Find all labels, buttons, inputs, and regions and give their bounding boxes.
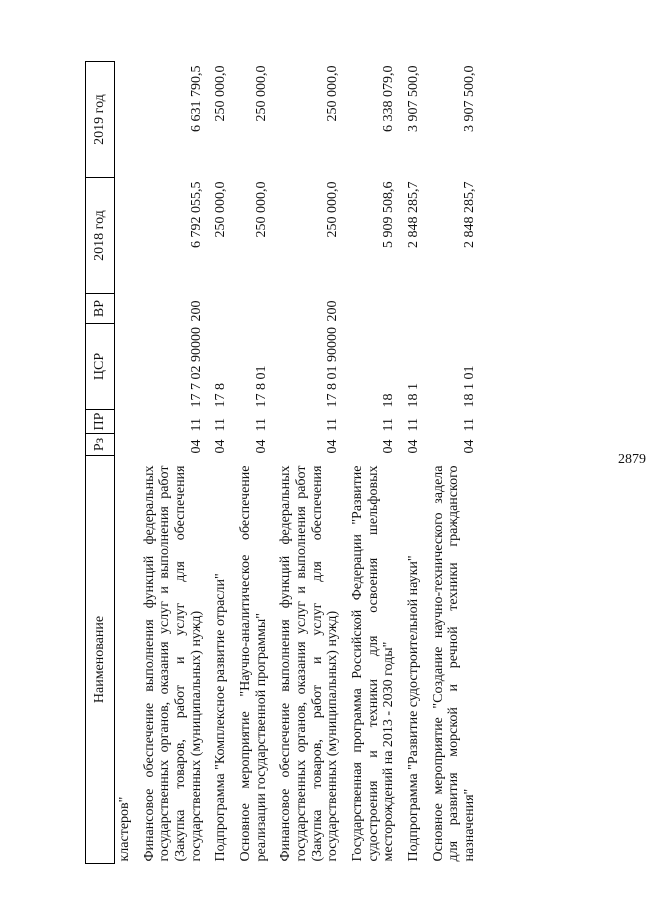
row-csr: 17 8 01 90000 (325, 327, 341, 408)
row-rz: 04 (462, 439, 478, 454)
row-pr: 11 (381, 418, 397, 432)
row-2018: 250 000,0 (253, 181, 269, 238)
row-2019: 250 000,0 (213, 65, 229, 122)
row-name: Основное мероприятие "Научно-аналитическое обеспечение реализации государственной программы" (238, 465, 269, 862)
row-csr: 17 8 (213, 383, 229, 408)
row-2018 (115, 178, 139, 294)
table-row (115, 62, 139, 864)
row-2019: 6 338 079,0 (381, 65, 397, 132)
row-csr: 17 7 02 90000 (188, 327, 204, 408)
header-row (86, 62, 115, 864)
header-2019: 2019 год (86, 62, 115, 178)
row-rz: 04 (213, 439, 229, 454)
row-csr: 18 1 (406, 383, 422, 408)
row-name: Финансовое обеспечение выполнения функций федеральных государственных органов, оказания услуг и выполнения работ (Закупка товаров, работ и услуг для обеспечения государственных (муниципальных) нужд) (141, 465, 204, 862)
header-vr: ВР (86, 294, 115, 324)
table-row (428, 62, 484, 864)
row-vr (210, 294, 235, 324)
row-name: Государственная программа Российской Федерации "Развитие судостроения и техники для освоения шельфовых месторождений на 2013 - 2030 годы" (350, 465, 397, 862)
row-pr: 11 (462, 418, 478, 432)
row-2019 (115, 62, 139, 178)
row-pr (115, 410, 139, 434)
row-rz: 04 (253, 439, 269, 454)
row-vr: 200 (325, 300, 341, 322)
header-name: Наименование (86, 456, 115, 864)
row-2018: 2 848 285,7 (406, 181, 422, 248)
row-pr: 11 (213, 418, 229, 432)
row-pr: 11 (253, 418, 269, 432)
row-csr: 18 (381, 393, 397, 408)
row-pr: 11 (188, 418, 204, 432)
table-row (210, 62, 235, 864)
row-name: кластеров" (117, 796, 132, 862)
budget-table-container (85, 62, 610, 864)
table-row (139, 62, 211, 864)
row-vr (235, 294, 275, 324)
row-2018: 250 000,0 (325, 181, 341, 238)
row-csr: 17 8 01 (253, 365, 269, 408)
budget-table (85, 61, 484, 864)
row-2019: 6 631 790,5 (188, 65, 204, 132)
row-csr (115, 324, 139, 410)
header-rz: Рз (86, 434, 115, 456)
row-csr: 18 1 01 (462, 365, 478, 408)
page-number: 2879 (618, 452, 646, 467)
row-2018: 2 848 285,7 (462, 181, 478, 248)
row-pr: 11 (325, 418, 341, 432)
row-rz (115, 434, 139, 456)
table-row (275, 62, 347, 864)
row-2018: 250 000,0 (213, 181, 229, 238)
row-vr (347, 294, 403, 324)
row-name: Финансовое обеспечение выполнения функций федеральных государственных органов, оказания услуг и выполнения работ (Закупка товаров, работ и услуг для обеспечения государственных (муниципальных) нужд) (278, 465, 341, 862)
row-name: Основное мероприятие "Создание научно-технического задела для развития морской и речной техники гражданского назначения" (430, 465, 478, 862)
header-2018: 2018 год (86, 178, 115, 294)
row-rz: 04 (381, 439, 397, 454)
row-2019: 3 907 500,0 (406, 65, 422, 132)
row-vr (403, 294, 428, 324)
header-csr: ЦСР (86, 324, 115, 410)
table-row (235, 62, 275, 864)
row-2018: 6 792 055,5 (188, 181, 204, 248)
row-2019: 3 907 500,0 (462, 65, 478, 132)
row-2018: 5 909 508,6 (381, 181, 397, 248)
row-vr (115, 294, 139, 324)
row-2019: 250 000,0 (253, 65, 269, 122)
row-pr: 11 (406, 418, 422, 432)
row-2019: 250 000,0 (325, 65, 341, 122)
table-row (347, 62, 403, 864)
row-rz: 04 (406, 439, 422, 454)
row-name: Подпрограмма "Комплексное развитие отрасли" (213, 573, 229, 862)
header-pr: ПР (86, 410, 115, 434)
rotated-table (85, 62, 610, 864)
row-vr: 200 (188, 300, 204, 322)
row-rz: 04 (188, 439, 204, 454)
table-row (403, 62, 428, 864)
row-rz: 04 (325, 439, 341, 454)
row-vr (428, 294, 484, 324)
row-name: Подпрограмма "Развитие судостроительной науки" (406, 555, 422, 862)
